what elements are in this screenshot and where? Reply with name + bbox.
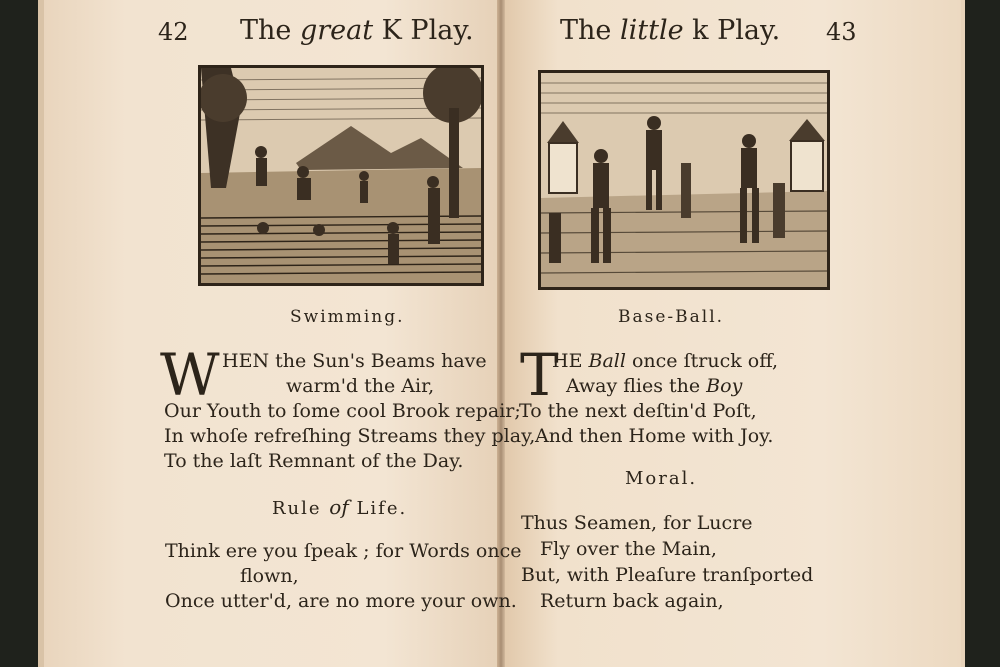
right-verse-line-3: To the next deſtin'd Poſt,: [519, 400, 757, 422]
right-verse-line-1: HE Ball once ſtruck off,: [552, 350, 779, 372]
moral-heading: Moral.: [625, 468, 698, 489]
right-dropcap: T: [520, 341, 559, 409]
rule-line-2: flown,: [240, 565, 299, 587]
left-running-title: The great K Play.: [240, 15, 474, 46]
left-verse-line-4: In whoſe refreſhing Streams they play,: [164, 425, 536, 447]
right-verse-line-2: Away flies the Boy: [566, 375, 743, 397]
left-verse-line-1: HEN the Sun's Beams have: [222, 350, 487, 372]
right-page-number: 43: [826, 18, 857, 46]
book-gutter: [497, 0, 505, 667]
moral-line-4: Return back again,: [540, 590, 724, 612]
left-verse-line-2: warm'd the Air,: [286, 375, 435, 397]
rule-line-3: Once utter'd, are no more your own.: [165, 590, 517, 612]
rule-of-life-heading: Rule of Life.: [272, 495, 408, 519]
left-dropcap: W: [160, 341, 220, 409]
moral-line-1: Thus Seamen, for Lucre: [521, 512, 753, 534]
base-ball-woodcut: [538, 70, 830, 290]
moral-line-2: Fly over the Main,: [540, 538, 717, 560]
moral-line-3: But, with Pleaſure tranſported: [521, 564, 814, 586]
right-verse-line-4: And then Home with Joy.: [535, 425, 774, 447]
left-verse-line-5: To the laſt Remnant of the Day.: [164, 450, 464, 472]
right-running-title: The little k Play.: [560, 15, 781, 46]
left-verse-line-3: Our Youth to ſome cool Brook repair;: [164, 400, 521, 422]
swimming-caption: Swimming.: [290, 307, 405, 327]
left-page-number: 42: [158, 18, 189, 46]
rule-line-1: Think ere you ſpeak ; for Words once: [165, 540, 522, 562]
swimming-woodcut: [198, 65, 484, 286]
base-ball-caption: Base-Ball.: [618, 307, 725, 327]
